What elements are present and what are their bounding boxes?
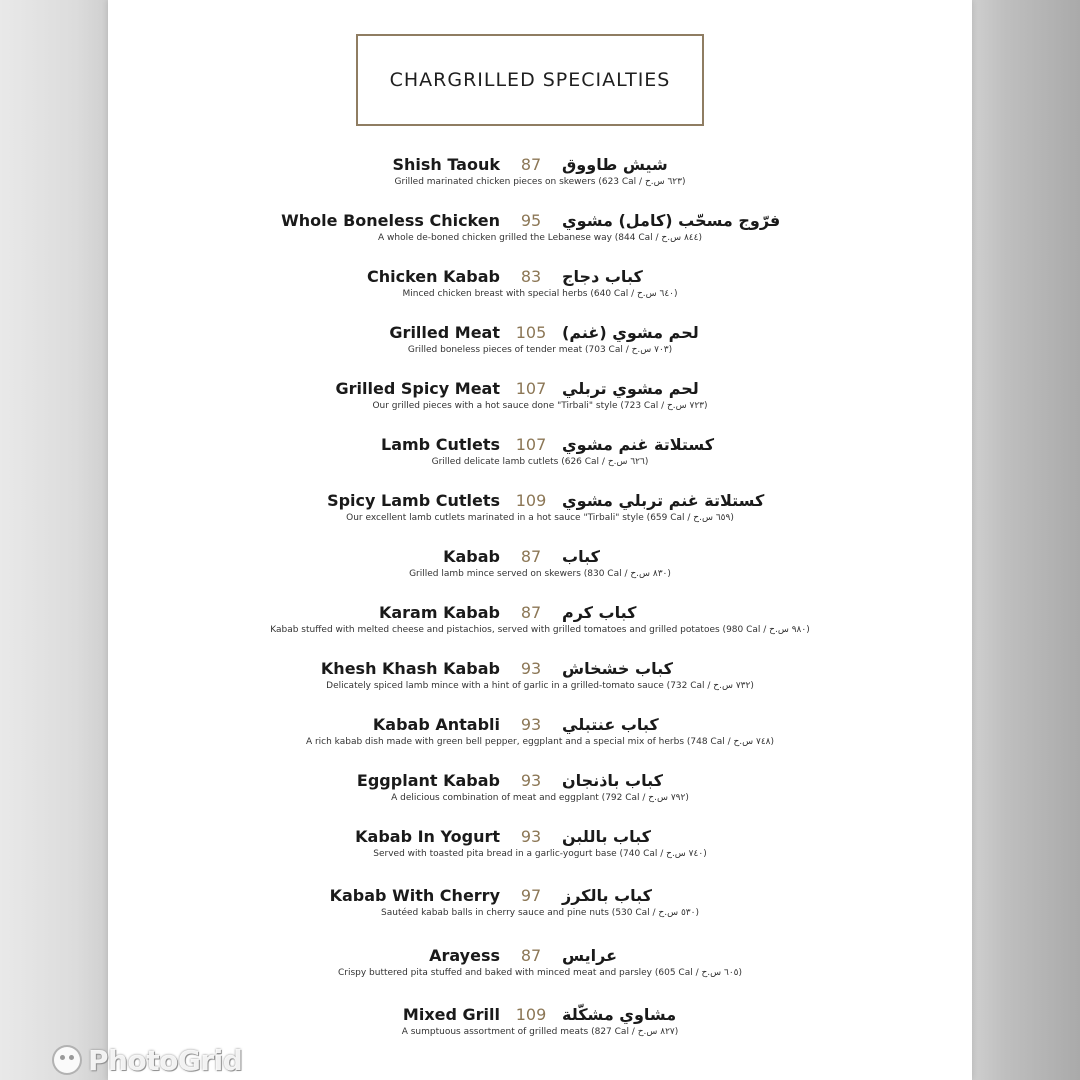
item-name-arabic: كباب [562,547,600,566]
item-name-english: Arayess [429,946,500,965]
menu-item [108,435,972,479]
item-price: 107 [515,435,547,454]
watermark-text: PhotoGrid [88,1043,243,1077]
menu-item-heading [108,771,972,795]
menu-item [108,946,972,990]
item-name-arabic: لحم مشوي (غنم) [562,323,699,342]
item-name-arabic: كباب باذنجان [562,771,663,790]
menu-item [108,603,972,647]
item-name-arabic: كباب دجاج [562,267,643,286]
item-name-arabic: عرايس [562,946,617,965]
menu-item [108,211,972,255]
menu-item-heading [108,435,972,459]
menu-item-heading [108,827,972,851]
menu-item-heading [108,323,972,347]
item-name-english: Khesh Khash Kabab [320,659,500,678]
item-name-english: Eggplant Kabab [356,771,500,790]
item-description: Our excellent lamb cutlets marinated in a hot sauce "Tirbali" style (659 Cal / ٦٥٩ س.ح) [346,513,734,523]
item-description: A whole de-boned chicken grilled the Lebanese way (844 Cal / ٨٤٤ س.ح) [378,233,702,243]
item-price: 109 [515,491,547,510]
item-name-arabic: شيش طاووق [562,155,668,174]
item-description: Grilled boneless pieces of tender meat (703 Cal / ٧٠٣ س.ح) [407,345,673,355]
item-name-english: Mixed Grill [402,1005,500,1024]
item-description: A sumptuous assortment of grilled meats (827 Cal / ٨٢٧ س.ح) [401,1027,679,1037]
item-description: Minced chicken breast with special herbs (640 Cal / ٦٤٠ س.ح) [402,289,678,299]
background-left [0,0,108,1080]
menu-item [108,659,972,703]
item-description: Grilled delicate lamb cutlets (626 Cal / ٦٢٦ س.ح) [431,457,649,467]
item-price: 97 [520,886,542,905]
menu-item-heading [108,603,972,627]
item-description: Delicately spiced lamb mince with a hint of garlic in a grilled-tomato sauce (732 Cal / ٧٣٢ س.ح) [326,681,754,691]
item-name-english: Karam Kabab [378,603,500,622]
item-name-arabic: لحم مشوي تربلي [562,379,699,398]
item-name-english: Kabab In Yogurt [355,827,500,846]
item-price: 83 [520,267,542,286]
item-description: Crispy buttered pita stuffed and baked with minced meat and parsley (605 Cal / ٦٠٥ س.ح) [337,968,743,978]
item-name-english: Chicken Kabab [366,267,500,286]
item-description: A delicious combination of meat and eggplant (792 Cal / ٧٩٢ س.ح) [391,793,689,803]
item-description: Kabab stuffed with melted cheese and pistachios, served with grilled tomatoes and grilled potatoes (980 Cal / ٩٨٠ س.ح) [270,625,810,635]
menu-item-heading [108,659,972,683]
photogrid-face-icon [52,1045,82,1075]
menu-item [108,323,972,367]
menu-item-heading [108,715,972,739]
item-price: 93 [520,715,542,734]
menu-item-heading [108,379,972,403]
item-price: 93 [520,771,542,790]
menu-item-heading [108,1005,972,1029]
item-name-english: Shish Taouk [392,155,500,174]
menu-item-heading [108,491,972,515]
item-name-english: Whole Boneless Chicken [281,211,500,230]
item-name-arabic: فرّوج مسحّب (كامل) مشوي [562,211,781,230]
menu-item [108,715,972,759]
item-price: 93 [520,659,542,678]
watermark [52,1043,242,1077]
item-name-english: Kabab With Cherry [329,886,500,905]
item-name-arabic: كستلاتة غنم مشوي [562,435,715,454]
menu-item-heading [108,155,972,179]
item-description: Grilled lamb mince served on skewers (830 Cal / ٨٣٠ س.ح) [409,569,671,579]
item-description: A rich kabab dish made with green bell pepper, eggplant and a special mix of herbs (748 Cal / ٧٤٨ س.ح) [305,737,775,747]
section-title: CHARGRILLED SPECIALTIES [389,69,671,91]
item-description: Served with toasted pita bread in a garlic-yogurt base (740 Cal / ٧٤٠ س.ح) [373,849,707,859]
menu-item-heading [108,886,972,910]
menu-item [108,379,972,423]
menu-item [108,827,972,871]
item-price: 87 [520,603,542,622]
item-name-arabic: مشاوي مشكّلة [562,1005,677,1024]
menu-item [108,771,972,815]
item-description: Grilled marinated chicken pieces on skewers (623 Cal / ٦٢٣ س.ح) [394,177,686,187]
menu-item [108,267,972,311]
item-name-arabic: كباب خشخاش [562,659,673,678]
menu-item [108,155,972,199]
item-name-english: Kabab [443,547,500,566]
menu-item [108,491,972,535]
item-name-english: Lamb Cutlets [381,435,500,454]
menu-item [108,547,972,591]
menu-item [108,886,972,930]
menu-item-heading [108,547,972,571]
item-name-english: Grilled Meat [389,323,500,342]
item-name-arabic: كباب باللبن [562,827,651,846]
menu-item-heading [108,211,972,235]
menu-page [108,0,972,1080]
item-name-english: Grilled Spicy Meat [335,379,500,398]
item-name-arabic: كباب بالكرز [562,886,652,905]
item-name-english: Spicy Lamb Cutlets [327,491,500,510]
item-price: 95 [520,211,542,230]
item-name-english: Kabab Antabli [372,715,500,734]
menu-item-heading [108,946,972,970]
item-price: 87 [520,155,542,174]
menu-item-heading [108,267,972,291]
item-name-arabic: كباب عنتبلي [562,715,659,734]
item-name-arabic: كباب كرم [562,603,637,622]
item-description: Our grilled pieces with a hot sauce done "Tirbali" style (723 Cal / ٧٢٣ س.ح) [372,401,708,411]
item-price: 109 [515,1005,547,1024]
item-price: 87 [520,946,542,965]
item-price: 105 [515,323,547,342]
item-price: 107 [515,379,547,398]
item-description: Sautéed kabab balls in cherry sauce and pine nuts (530 Cal / ٥٣٠ س.ح) [381,908,699,918]
item-price: 93 [520,827,542,846]
section-title-box [356,34,704,126]
background-right [972,0,1080,1080]
item-price: 87 [520,547,542,566]
item-name-arabic: كستلاتة غنم تربلي مشوي [562,491,765,510]
